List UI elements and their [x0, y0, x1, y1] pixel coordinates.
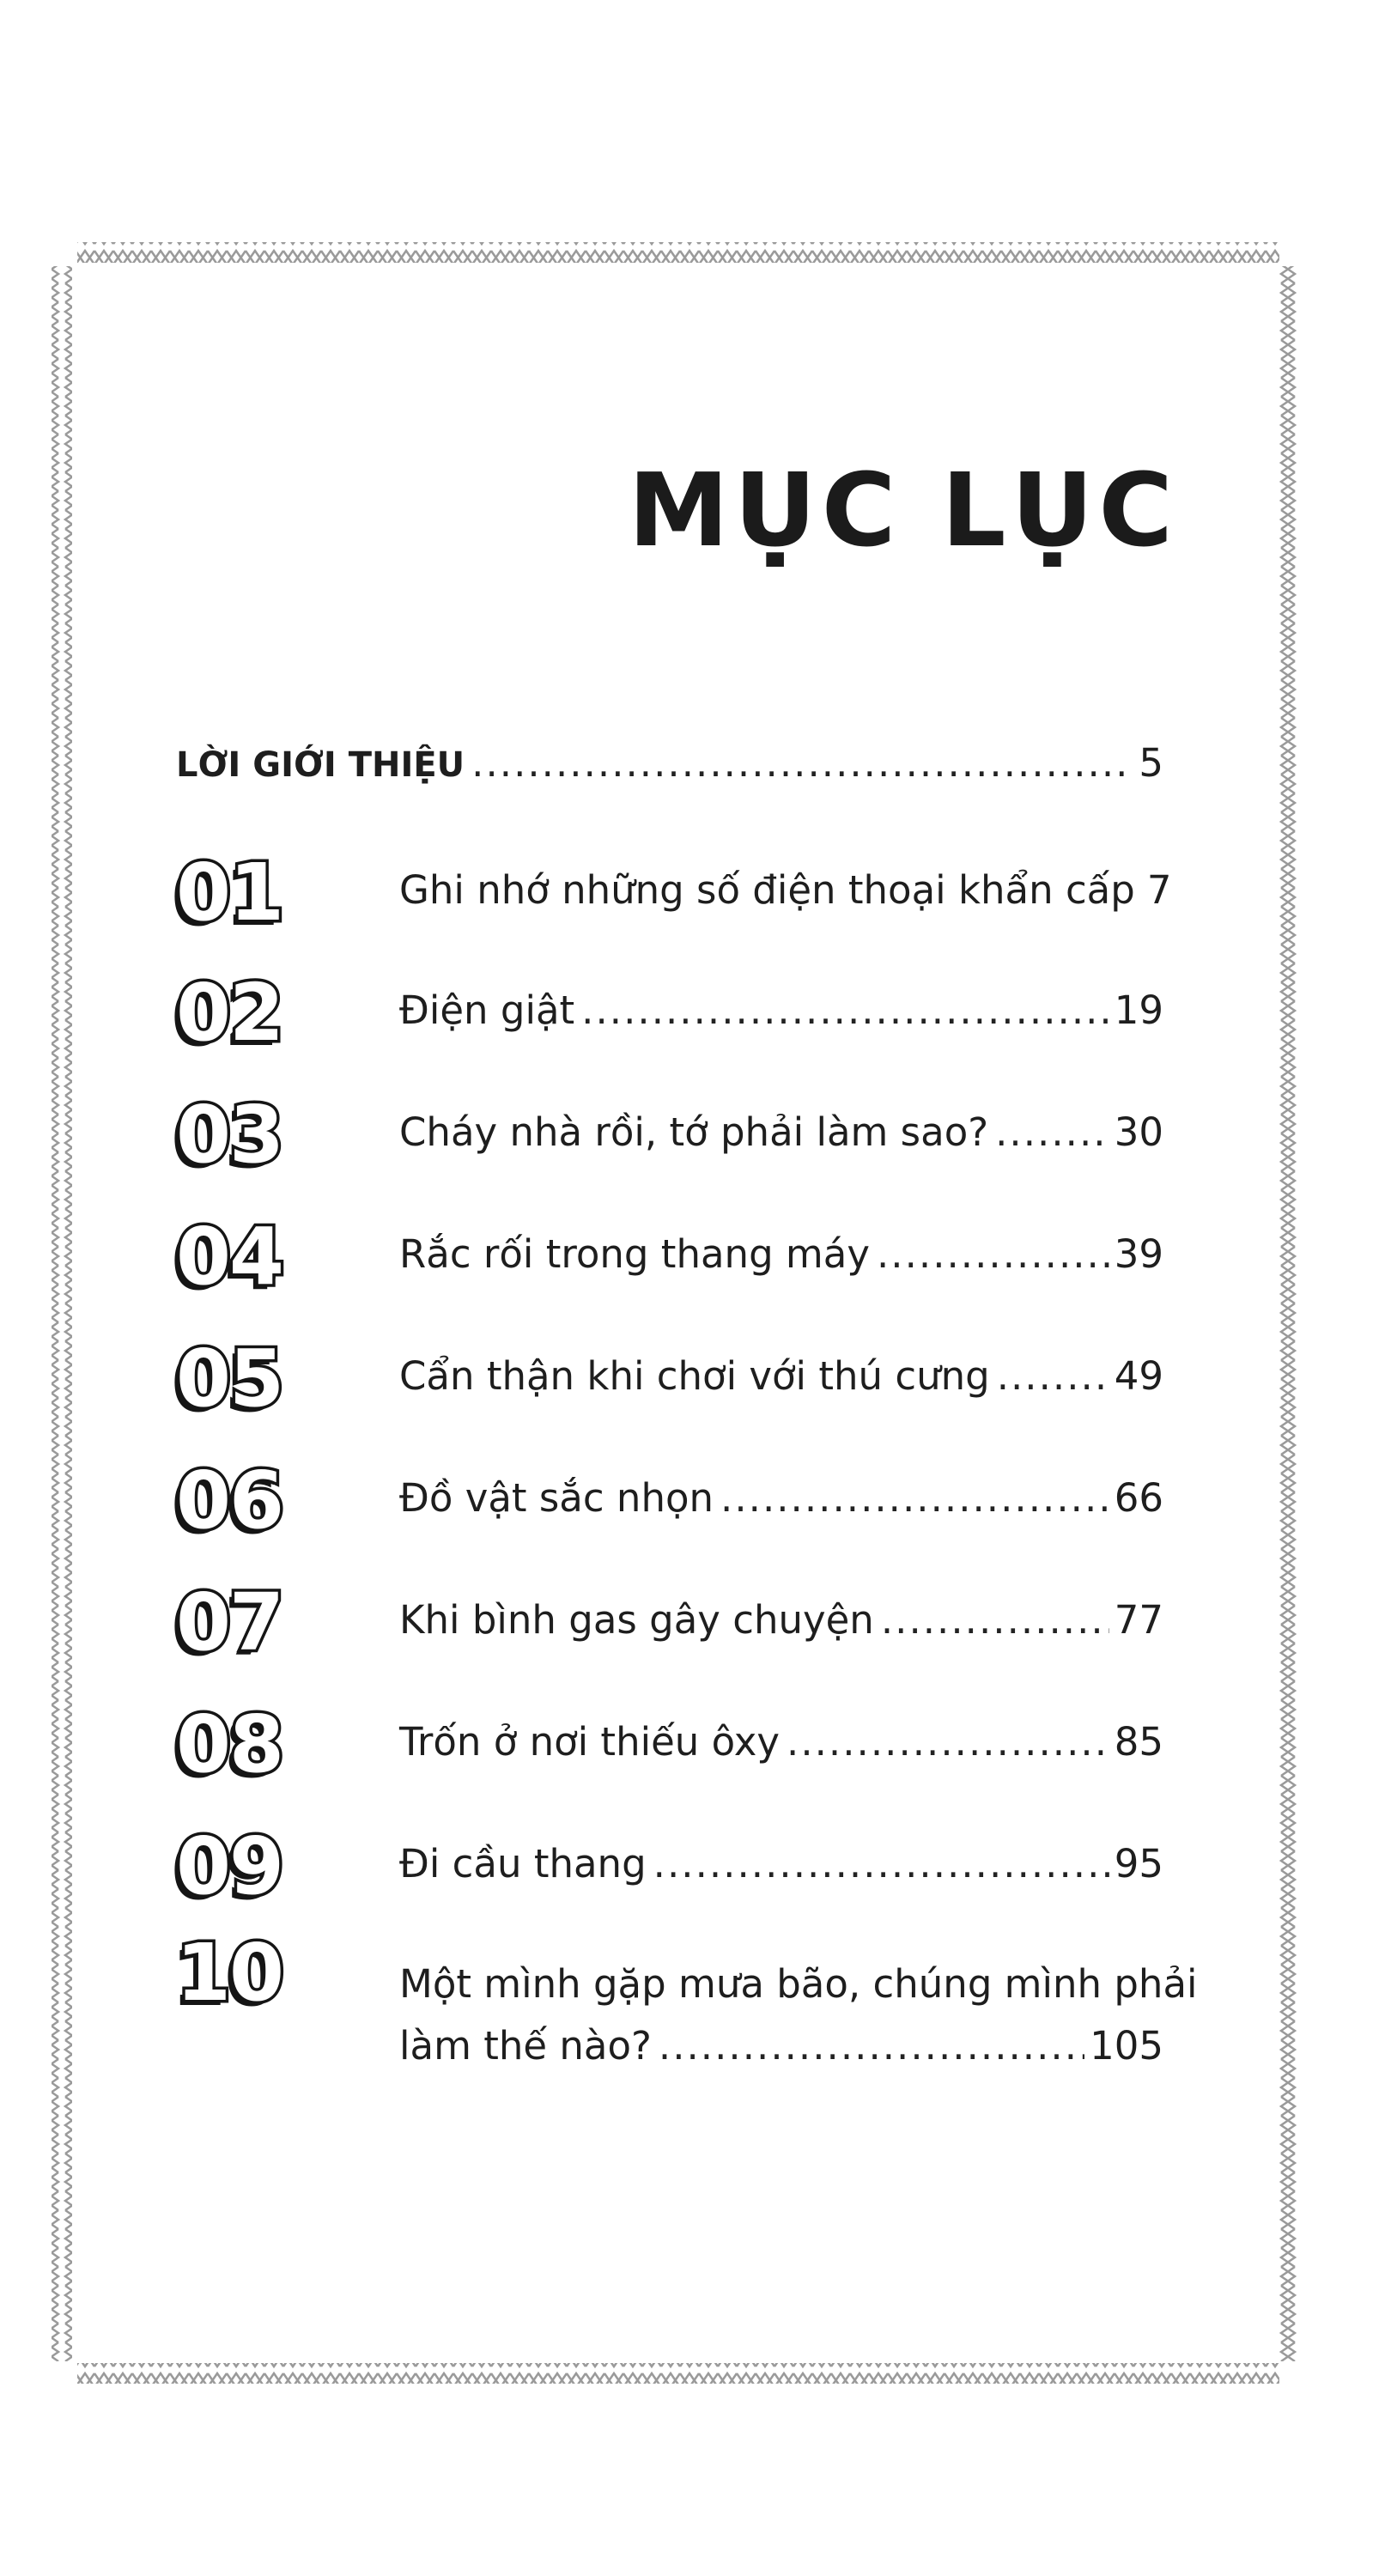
chapter-page: 39	[1114, 1231, 1163, 1277]
toc-chapter-01[interactable]	[176, 847, 1172, 939]
chapter-page: 77	[1114, 1597, 1163, 1643]
leader-dots	[720, 1475, 1109, 1522]
chapter-number: 04	[176, 1211, 283, 1303]
chapter-title: Khi bình gas gây chuyện	[399, 1597, 874, 1643]
chapter-title: Đồ vật sắc nhọn	[399, 1475, 714, 1521]
chapter-title: Rắc rối trong thang máy	[399, 1231, 870, 1277]
chapter-page: 30	[1114, 1109, 1163, 1155]
leader-dots	[997, 1353, 1109, 1400]
toc-chapter-03[interactable]	[176, 1089, 1163, 1181]
chapter-title: Điện giật	[399, 987, 575, 1033]
toc-chapter-08[interactable]	[176, 1698, 1163, 1790]
chapter-number: 02	[176, 967, 283, 1059]
leader-dots	[471, 740, 1133, 787]
toc-chapter-10[interactable]	[176, 1927, 1198, 2085]
leader-dots	[877, 1231, 1109, 1278]
toc-chapter-09[interactable]	[176, 1820, 1163, 1912]
toc-intro-entry[interactable]	[176, 740, 1163, 795]
chapter-page: 19	[1114, 987, 1163, 1033]
chapter-page: 66	[1114, 1475, 1163, 1521]
chapter-title-line1: Một mình gặp mưa bão, chúng mình phải	[399, 1961, 1198, 2007]
chapter-number: 07	[176, 1577, 283, 1668]
chapter-title: Trốn ở nơi thiếu ôxy	[399, 1719, 781, 1765]
intro-label: LỜI GIỚI THIỆU	[176, 745, 465, 785]
chapter-page: 85	[1114, 1719, 1163, 1765]
leader-dots	[653, 1841, 1109, 1887]
toc-chapter-07[interactable]	[176, 1577, 1163, 1668]
chapter-number: 09	[176, 1820, 283, 1912]
chapter-number: 01	[176, 847, 283, 939]
leader-dots	[881, 1597, 1109, 1643]
intro-page: 5	[1139, 740, 1163, 786]
leader-dots	[581, 987, 1109, 1034]
chapter-number: 08	[176, 1698, 283, 1790]
chapter-page: 105	[1090, 2023, 1163, 2069]
chapter-title: Cẩn thận khi chơi với thú cưng	[399, 1353, 990, 1399]
chapter-page: 7	[1146, 867, 1172, 913]
toc-chapter-06[interactable]	[176, 1455, 1163, 1546]
chapter-number: 03	[176, 1089, 283, 1181]
leader-dots	[995, 1109, 1109, 1156]
chapter-title: Đi cầu thang	[399, 1841, 647, 1886]
page-title: MỤC LỤC	[628, 451, 1178, 569]
chapter-page: 95	[1114, 1841, 1163, 1886]
chapter-title: Ghi nhớ những số điện thoại khẩn cấp	[399, 867, 1135, 913]
toc-chapter-04[interactable]	[176, 1211, 1163, 1303]
toc-chapter-02[interactable]	[176, 967, 1163, 1059]
chapter-title-line2: làm thế nào?	[399, 2023, 652, 2069]
toc-chapter-05[interactable]	[176, 1333, 1163, 1425]
chapter-number: 05	[176, 1333, 283, 1425]
chapter-page: 49	[1114, 1353, 1163, 1399]
leader-dots	[787, 1719, 1109, 1765]
leader-dots	[659, 2023, 1084, 2069]
chapter-number: 06	[176, 1455, 283, 1546]
chapter-number: 10	[176, 1927, 283, 2019]
chapter-title: Cháy nhà rồi, tớ phải làm sao?	[399, 1109, 989, 1155]
